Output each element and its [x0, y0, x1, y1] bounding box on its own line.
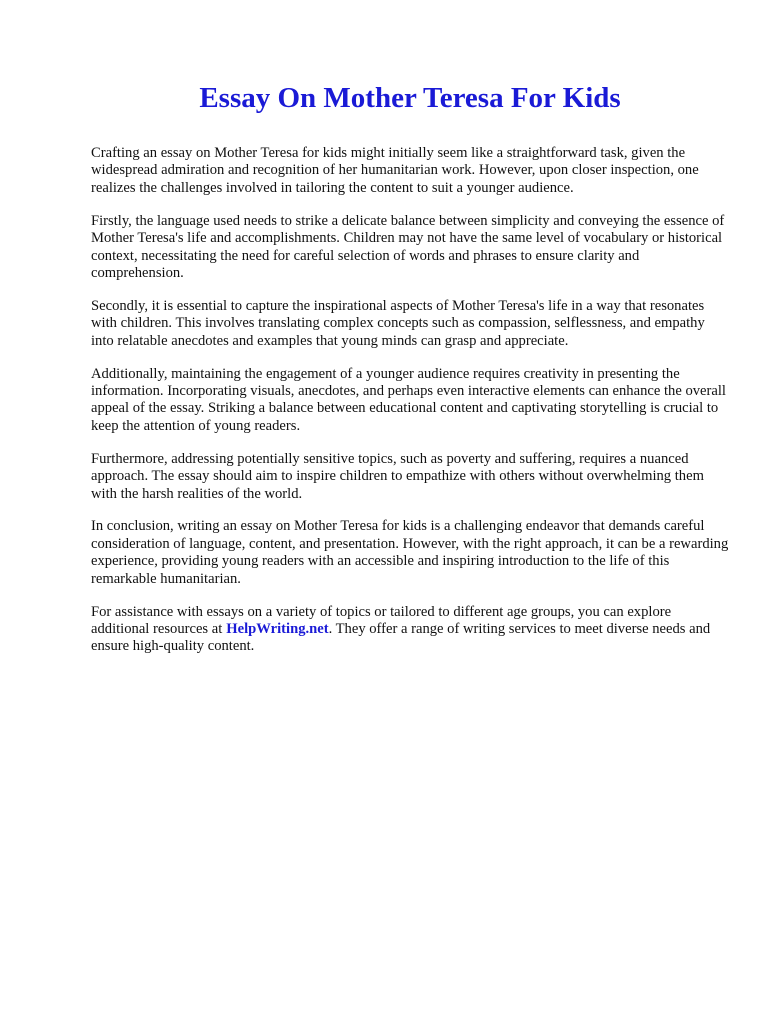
- paragraph-sensitive-topics: Furthermore, addressing potentially sensitive topics, such as poverty and suffering, requires a nuanced approach. The essay should aim to inspire children to empathize with others without overwhelming them with the harsh realities of the world.: [91, 450, 704, 502]
- resources-text-after-link: . They offer a range of writing services to meet diverse needs and ensure high-quality content.: [91, 620, 711, 655]
- paragraph-engagement: Additionally, maintaining the engagement of a younger audience requires creativity in presenting the information. Incorporating visuals, anecdotes, and perhaps even interactive elements can enhance the overall appeal of the essay. Striking a balance between educational content and captivating storytelling is crucial to keep the attention of young readers.: [91, 365, 726, 434]
- paragraph-conclusion: In conclusion, writing an essay on Mother Teresa for kids is a challenging endeavor that demands careful consideration of language, content, and presentation. However, with the right approach, it can be a rewarding experience, providing young readers with an accessible and inspiring introduction to the life of this remarkable humanitarian.: [91, 518, 729, 587]
- paragraph-inspiration: Secondly, it is essential to capture the inspirational aspects of Mother Teresa's life in a way that resonates with children. This involves translating complex concepts such as compassion, selflessness, and empathy into relatable anecdotes and examples that young minds can grasp and appreciate.: [91, 297, 705, 349]
- helpwriting-link[interactable]: HelpWriting.net: [226, 620, 329, 637]
- essay-body: [91, 145, 731, 671]
- paragraph-intro: Crafting an essay on Mother Teresa for kids might initially seem like a straightforward task, given the widespread admiration and recognition of her humanitarian work. However, upon closer inspection, one realizes the challenges involved in tailoring the content to suit a younger audience.: [91, 145, 699, 196]
- paragraph-language: Firstly, the language used needs to strike a delicate balance between simplicity and conveying the essence of Mother Teresa's life and accomplishments. Children may not have the same level of vocabulary or historical context, necessitating the need for careful selection of words and phrases to ensure clarity and comprehension.: [91, 212, 725, 281]
- page-title: Essay On Mother Teresa For Kids: [199, 82, 621, 114]
- resources-text-before-link: For assistance with essays on a variety of topics or tailored to different age groups, you can explore additional resources at: [91, 603, 672, 637]
- paragraph-resources: [91, 604, 731, 656]
